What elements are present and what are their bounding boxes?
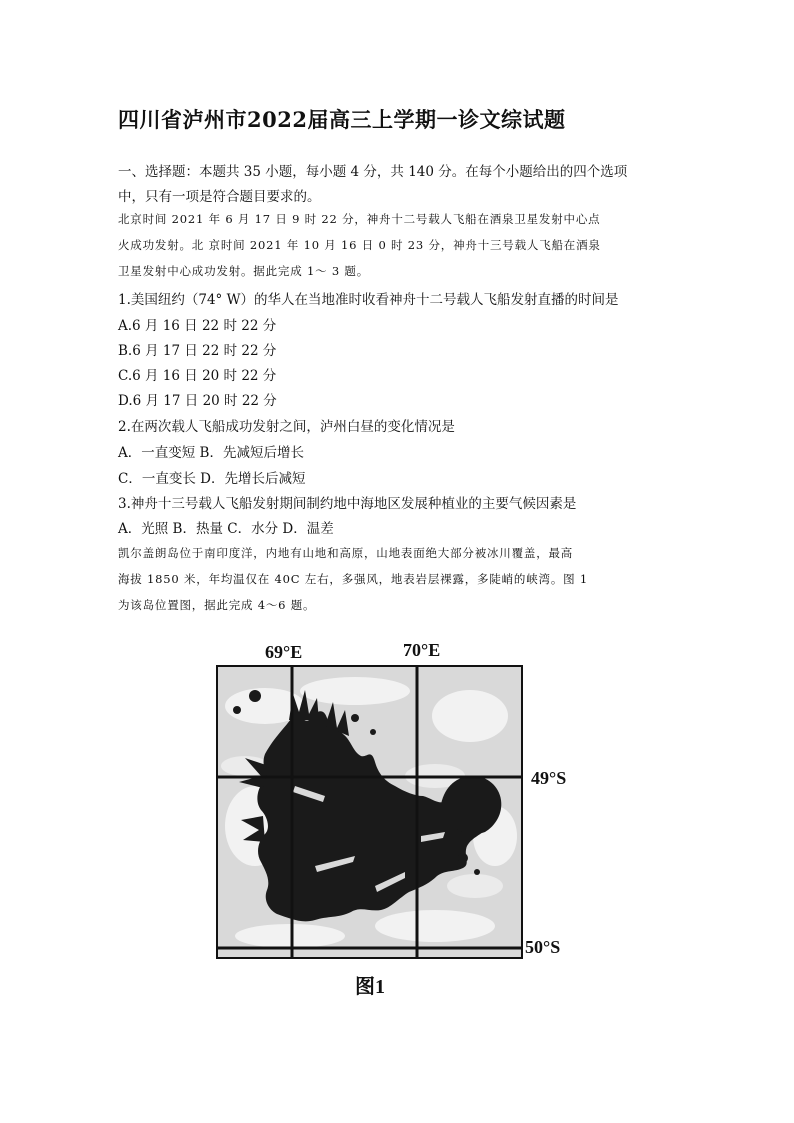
figure-caption: 图1 (355, 976, 385, 998)
q3-stem: 3.神舟十三号载人飞船发射期间制约地中海地区发展种植业的主要气候因素是 (118, 496, 577, 512)
q1-option-d: D.6 月 17 日 20 时 22 分 (118, 393, 277, 409)
page-title: 四川省泸州市2022届高三上学期一诊文综试题 (118, 107, 566, 132)
passage2-line-1: 凯尔盖朗岛位于南印度洋，内地有山地和高原，山地表面绝大部分被冰川覆盖，最高 (118, 546, 574, 560)
q1-option-a: A.6 月 16 日 22 时 22 分 (118, 318, 277, 334)
q1-stem: 1.美国纽约（74° W）的华人在当地准时收看神舟十二号载人飞船发射直播的时间是 (118, 292, 619, 308)
q2-options-cd: C．一直变长 D．先增长后减短 (118, 471, 306, 487)
instruction-line-1: 一、选择题：本题共 35 小题，每小题 4 分，共 140 分。在每个小题给出的四个选项 (118, 164, 628, 180)
instruction-line-2: 中，只有一项是符合题目要求的。 (118, 189, 321, 205)
latitude-label-50s: 50°S (525, 937, 561, 957)
q1-option-c: C.6 月 16 日 20 时 22 分 (118, 368, 277, 384)
longitude-label-69e: 69°E (265, 642, 303, 662)
passage1-line-3: 卫星发射中心成功发射。据此完成 1～ 3 题。 (118, 264, 369, 278)
longitude-label-70e: 70°E (403, 640, 441, 660)
passage1-line-1: 北京时间 2021 年 6 月 17 日 9 时 22 分，神舟十二号载人飞船在酒泉卫星发射中心点 (118, 212, 601, 226)
passage2-line-3: 为该岛位置图，据此完成 4～6 题。 (118, 598, 316, 612)
passage2-line-2: 海拔 1850 米，年均温仅在 40C 左右，多强风，地表岩层裸露，多陡峭的峡湾。图 1 (118, 572, 588, 586)
q2-stem: 2.在两次载人飞船成功发射之间，泸州白昼的变化情况是 (118, 419, 455, 435)
island-location-map (205, 636, 585, 996)
passage1-line-2: 火成功发射。北 京时间 2021 年 10 月 16 日 0 时 23 分，神舟十三号载人飞船在酒泉 (118, 238, 601, 252)
latitude-label-49s: 49°S (531, 768, 567, 788)
q2-options-ab: A．一直变短 B．先减短后增长 (118, 445, 304, 461)
q3-options: A．光照 B．热量 C．水分 D．温差 (118, 521, 334, 537)
q1-option-b: B.6 月 17 日 22 时 22 分 (118, 343, 277, 359)
